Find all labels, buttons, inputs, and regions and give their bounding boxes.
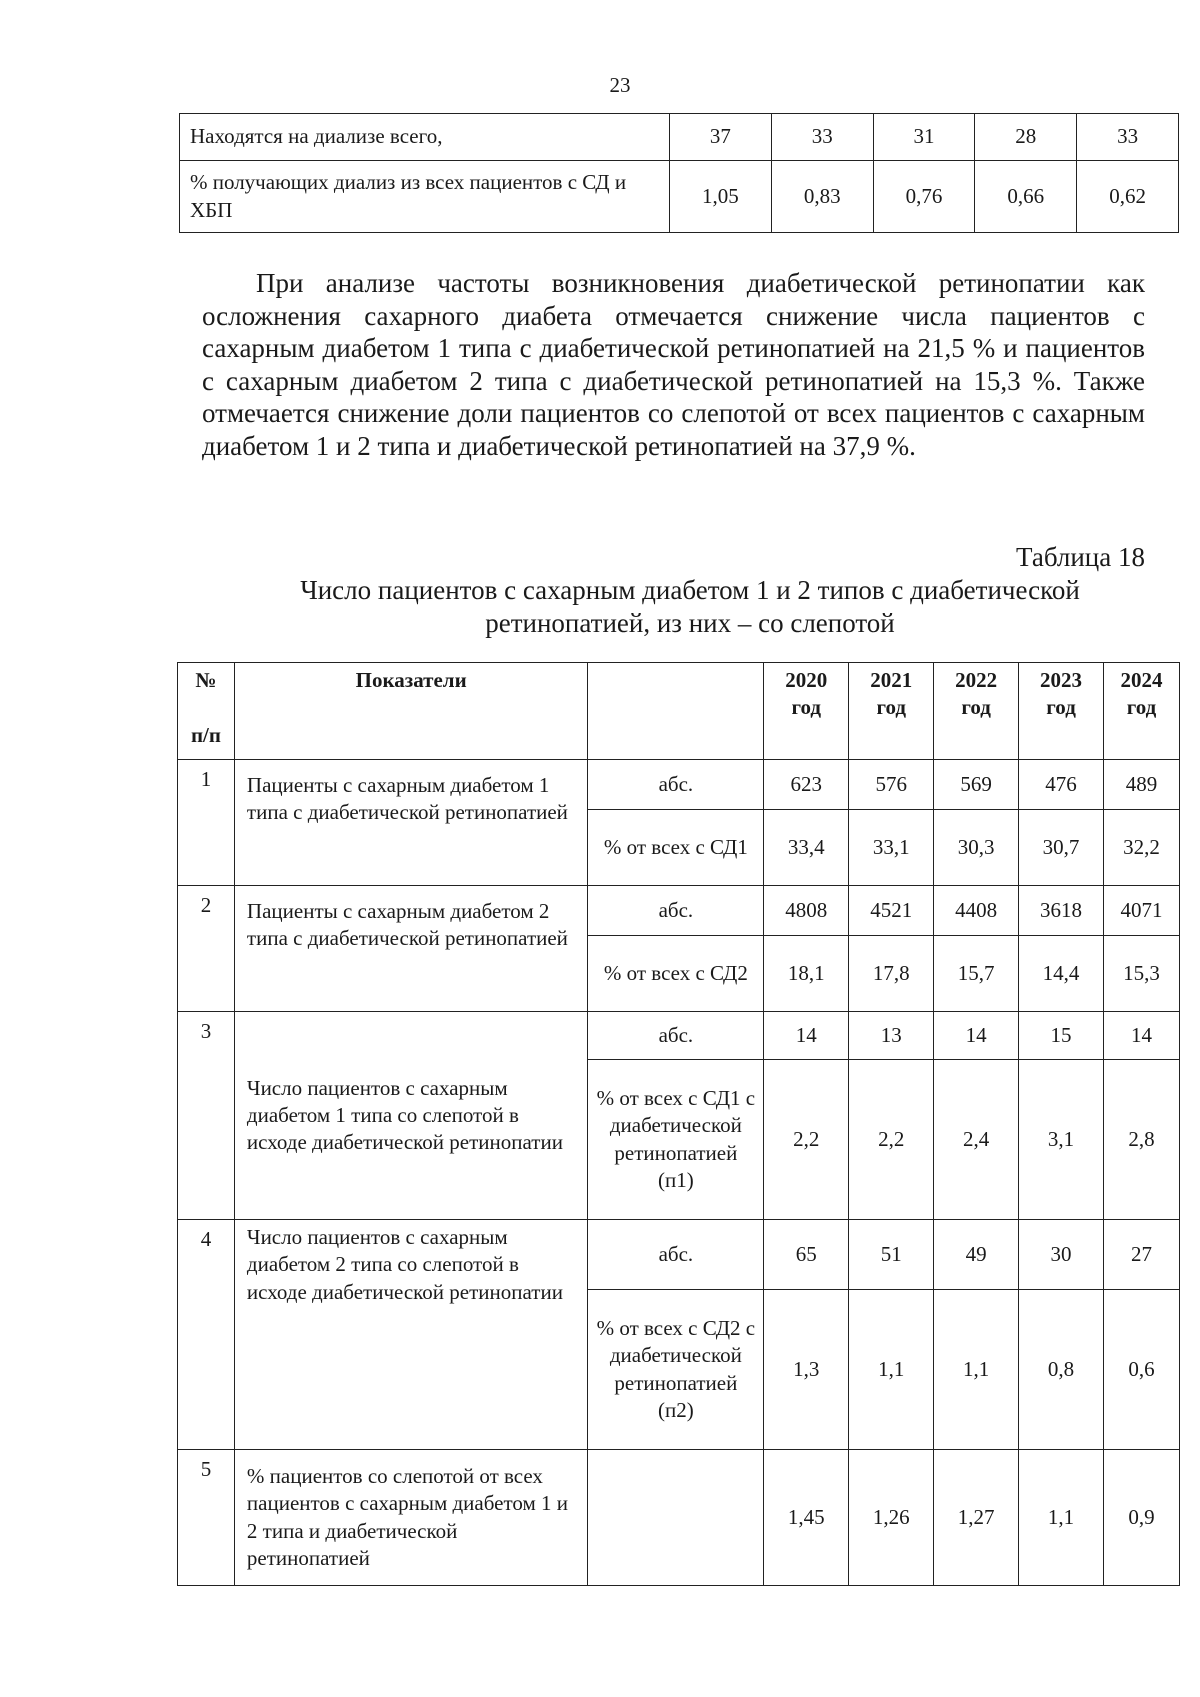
value-cell: 1,1 [849, 1290, 934, 1450]
header-indicator: Показатели [234, 663, 587, 760]
value-cell: 33 [771, 114, 873, 161]
header-year-value: 2024 [1120, 668, 1163, 692]
value-cell: 4408 [934, 886, 1019, 936]
header-year [1104, 663, 1180, 760]
value-cell: 30,3 [934, 810, 1019, 886]
value-cell: 49 [934, 1220, 1019, 1290]
page-number: 23 [609, 73, 631, 97]
unit-cell: абс. [588, 1012, 764, 1060]
row-indicator: % пациентов со слепотой от всех пациентов с сахарным диабетом 1 и 2 типа и диабетической ретинопатией [234, 1450, 587, 1586]
value-cell: 0,8 [1019, 1290, 1104, 1450]
value-cell: 33,1 [849, 810, 934, 886]
value-cell: 14,4 [1019, 936, 1104, 1012]
value-cell: 2,2 [849, 1060, 934, 1220]
header-unit [588, 663, 764, 760]
header-number [178, 663, 235, 760]
unit-cell: абс. [588, 760, 764, 810]
table-row [178, 1220, 1180, 1290]
row-number: 1 [178, 760, 235, 886]
header-year-value: 2022 [955, 668, 998, 692]
value-cell: 1,1 [934, 1290, 1019, 1450]
unit-cell [588, 1450, 764, 1586]
value-cell: 51 [849, 1220, 934, 1290]
value-cell: 15,3 [1104, 936, 1180, 1012]
value-cell: 0,83 [771, 161, 873, 233]
value-cell: 489 [1104, 760, 1180, 810]
row-indicator: Число пациентов с сахарным диабетом 1 типа со слепотой в исходе диабетической ретинопатии [234, 1012, 587, 1220]
value-cell: 27 [1104, 1220, 1180, 1290]
header-year-value: 2021 [870, 668, 913, 692]
value-cell: 18,1 [764, 936, 849, 1012]
value-cell: 3,1 [1019, 1060, 1104, 1220]
header-year-suffix: год [961, 695, 991, 720]
header-number-sign: № [195, 668, 217, 692]
value-cell: 4071 [1104, 886, 1180, 936]
value-cell: 0,76 [873, 161, 975, 233]
row-indicator: Пациенты с сахарным диабетом 1 типа с диабетической ретинопатией [234, 760, 587, 886]
row-label: Находятся на диализе всего, [180, 114, 670, 161]
value-cell: 33,4 [764, 810, 849, 886]
unit-cell: % от всех с СД1 [588, 810, 764, 886]
table-caption: Таблица 18 [1016, 542, 1145, 572]
value-cell: 30,7 [1019, 810, 1104, 886]
value-cell: 569 [934, 760, 1019, 810]
value-cell: 476 [1019, 760, 1104, 810]
value-cell: 2,4 [934, 1060, 1019, 1220]
value-cell: 2,2 [764, 1060, 849, 1220]
header-year-value: 2023 [1040, 668, 1083, 692]
table-title [250, 574, 1130, 640]
header-year-suffix: год [876, 695, 906, 720]
table-row [180, 114, 1179, 161]
header-year [1019, 663, 1104, 760]
header-year-value: 2020 [785, 668, 828, 692]
value-cell: 3618 [1019, 886, 1104, 936]
value-cell: 14 [1104, 1012, 1180, 1060]
value-cell: 1,1 [1019, 1450, 1104, 1586]
value-cell: 13 [849, 1012, 934, 1060]
dialysis-table [179, 113, 1179, 233]
value-cell: 623 [764, 760, 849, 810]
value-cell: 28 [975, 114, 1077, 161]
row-number: 3 [178, 1012, 235, 1220]
value-cell: 15 [1019, 1012, 1104, 1060]
value-cell: 17,8 [849, 936, 934, 1012]
value-cell: 32,2 [1104, 810, 1180, 886]
value-cell: 30 [1019, 1220, 1104, 1290]
value-cell: 1,26 [849, 1450, 934, 1586]
unit-cell: абс. [588, 1220, 764, 1290]
value-cell: 0,6 [1104, 1290, 1180, 1450]
value-cell: 576 [849, 760, 934, 810]
value-cell: 1,3 [764, 1290, 849, 1450]
row-label: % получающих диализ из всех пациентов с СД и ХБП [180, 161, 670, 233]
table-row [178, 886, 1180, 936]
value-cell: 0,66 [975, 161, 1077, 233]
retinopathy-table [177, 662, 1180, 1586]
header-year-suffix: год [791, 695, 822, 720]
table-title-line2: ретинопатией, из них – со слепотой [485, 608, 895, 638]
value-cell: 31 [873, 114, 975, 161]
row-number: 5 [178, 1450, 235, 1586]
unit-cell: % от всех с СД2 с диабетической ретинопатией (п2) [588, 1290, 764, 1450]
header-row [178, 663, 1180, 760]
value-cell: 1,45 [764, 1450, 849, 1586]
row-number: 4 [178, 1220, 235, 1450]
value-cell: 0,9 [1104, 1450, 1180, 1586]
value-cell: 0,62 [1077, 161, 1179, 233]
unit-cell: абс. [588, 886, 764, 936]
value-cell: 37 [670, 114, 772, 161]
analysis-paragraph [202, 267, 1145, 462]
header-year [849, 663, 934, 760]
unit-cell: % от всех с СД1 с диабетической ретинопатией (п1) [588, 1060, 764, 1220]
table-row [180, 161, 1179, 233]
paragraph-text: При анализе частоты возникновения диабетической ретинопатии как осложнения сахарного диабета отмечается снижение числа пациентов с сахарным диабетом 1 типа с диабетической ретинопатией на 21,5 % и пациентов с сахарным диабетом 2 типа с диабетической ретинопатией на 15,3 %. Также отмечается снижение доли пациентов со слепотой от всех пациентов с сахарным диабетом 1 и 2 типа и диабетической ретинопатией на 37,9 %. [202, 268, 1145, 461]
header-number-pp: п/п [190, 722, 221, 747]
table-row [178, 1012, 1180, 1060]
value-cell: 2,8 [1104, 1060, 1180, 1220]
table-title-line1: Число пациентов с сахарным диабетом 1 и 2 типов с диабетической [300, 575, 1080, 605]
table-row [178, 1450, 1180, 1586]
unit-cell: % от всех с СД2 [588, 936, 764, 1012]
row-number: 2 [178, 886, 235, 1012]
value-cell: 33 [1077, 114, 1179, 161]
value-cell: 4808 [764, 886, 849, 936]
value-cell: 4521 [849, 886, 934, 936]
value-cell: 15,7 [934, 936, 1019, 1012]
header-year-suffix: год [1046, 695, 1076, 720]
row-indicator: Число пациентов с сахарным диабетом 2 типа со слепотой в исходе диабетической ретинопатии [234, 1220, 587, 1450]
header-year [934, 663, 1019, 760]
value-cell: 14 [764, 1012, 849, 1060]
value-cell: 14 [934, 1012, 1019, 1060]
row-indicator: Пациенты с сахарным диабетом 2 типа с диабетической ретинопатией [234, 886, 587, 1012]
header-year-suffix: год [1126, 695, 1157, 720]
table-row [178, 760, 1180, 810]
value-cell: 1,05 [670, 161, 772, 233]
value-cell: 65 [764, 1220, 849, 1290]
value-cell: 1,27 [934, 1450, 1019, 1586]
header-year [764, 663, 849, 760]
